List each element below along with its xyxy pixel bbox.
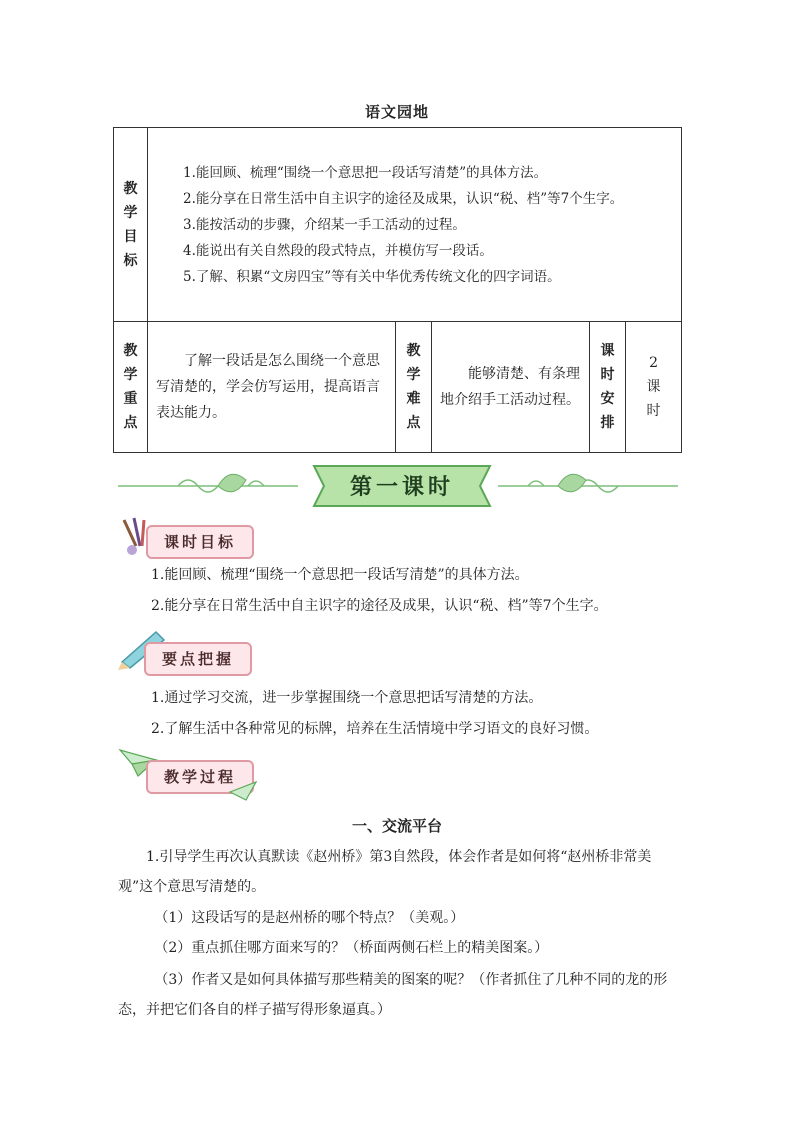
goals-content [148,128,682,322]
section-heading: 一、交流平台 [351,817,442,835]
key-points-label: 教 学 重 点 [114,322,148,453]
banner-title: 第一课时 [349,475,455,500]
key-points-badge: 要点把握 [144,642,252,676]
goal-item: 1.能回顾、梳理“围绕一个意思把一段话写清楚”的具体方法。 [183,164,548,181]
difficulty-text: 能够清楚、有条理地介绍手工活动过程。 [432,322,590,453]
process-badge: 教学过程 [146,760,254,794]
goal-item: 2.能分享在日常生活中自主识字的途径及成果，认识“税、档”等7个生字。 [183,190,624,207]
lesson-goal-item: 1.能回顾、梳理“围绕一个意思把一段话写清楚”的具体方法。 [151,567,529,583]
schedule-label: 课 时 安 排 [590,322,626,453]
process-paragraph: （2）重点抓住哪方面来写的？（桥面两侧石栏上的精美图案。） [154,940,549,956]
key-point-item: 1.通过学习交流，进一步掌握围绕一个意思把话写清楚的方法。 [151,690,543,706]
hours-value: 2 课 时 [626,322,682,453]
page-title: 语文园地 [364,103,429,121]
lesson-goal-item: 2.能分享在日常生活中自主识字的途径及成果，认识“税、档”等7个生字。 [151,598,608,614]
process-paragraph: （1）这段话写的是赵州桥的哪个特点？（美观。） [154,910,465,926]
leaf-icon [218,474,246,492]
lesson-plan-table [113,127,682,453]
process-paragraph: 1.引导学生再次认真默读《赵州桥》第3自然段，体会作者是如何将“赵州桥非常美观”这个意思写清楚的。 [118,849,652,895]
key-point-item: 2.了解生活中各种常见的标牌，培养在生活情境中学习语文的良好习惯。 [151,721,599,737]
lesson-banner [118,456,678,516]
process-paragraph: （3）作者又是如何具体描写那些精美的图案的呢？（作者抓住了几种不同的龙的形态，并把它们各自的样子描写得形象逼真。） [118,972,668,1018]
goal-item: 5.了解、积累“文房四宝”等有关中华优秀传统文化的四字词语。 [183,268,561,285]
goal-item: 4.能说出有关自然段的段式特点，并模仿写一段话。 [183,242,493,259]
key-points-text: 了解一段话是怎么围绕一个意思写清楚的，学会仿写运用，提高语言表达能力。 [148,322,396,453]
goals-label: 教 学 目 标 [114,128,148,322]
lesson-goals-badge: 课时目标 [146,525,254,559]
leaf-icon [558,474,586,492]
vine-left-decoration [118,480,298,492]
paper-plane-icon [228,780,258,802]
goal-item: 3.能按活动的步骤，介绍某一手工活动的过程。 [183,216,466,233]
difficulty-label: 教 学 难 点 [396,322,432,453]
vine-right-decoration [498,480,678,492]
